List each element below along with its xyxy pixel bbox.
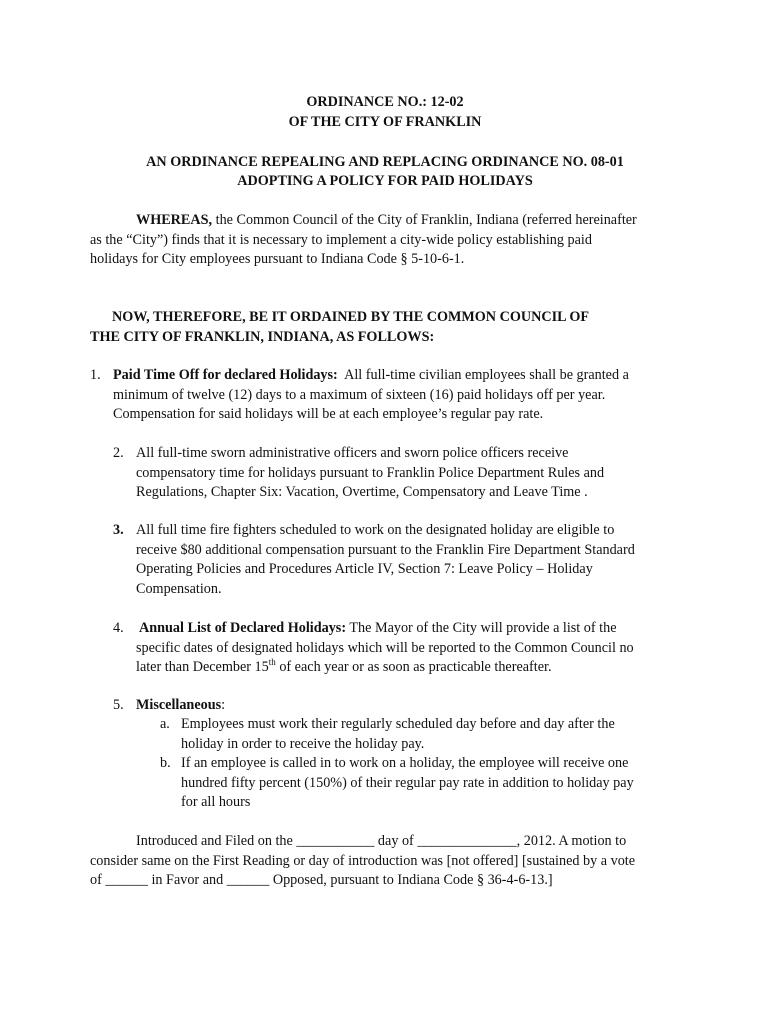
whereas-line2: as the “City”) finds that it is necessary to implement a city-wide policy establishing paid	[90, 231, 592, 248]
closing-line3: of ______ in Favor and ______ Opposed, pursuant to Indiana Code § 36-4-6-13.]	[90, 872, 553, 889]
item3-line2: receive $80 additional compensation pursuant to the Franklin Fire Department Standard	[136, 541, 635, 558]
item2-line2: compensatory time for holidays pursuant to Franklin Police Department Rules and	[136, 464, 605, 481]
item4-line3	[136, 658, 696, 678]
item5-heading-colon: :	[221, 697, 226, 713]
ordained-line1: NOW, THEREFORE, BE IT ORDAINED BY THE COMMON COUNCIL OF	[112, 309, 590, 325]
item4-line1-text: The Mayor of the City will provide a list of the	[346, 620, 617, 636]
item3-paragraph	[136, 521, 696, 599]
item5-b-text	[181, 754, 670, 813]
closing-line2: consider same on the First Reading or day of introduction was [not offered] [sustained by a vote	[90, 852, 636, 869]
whereas-line1-text: the Common Council of the City of Franklin, Indiana (referred hereinafter	[212, 212, 637, 228]
item5-number: 5.	[113, 697, 124, 713]
whereas-line1	[90, 211, 680, 231]
ordained-line2: THE CITY OF FRANKLIN, INDIANA, AS FOLLOWS:	[90, 328, 435, 345]
item5-a-line1: Employees must work their regularly scheduled day before and day after the	[181, 716, 615, 732]
item4-number: 4.	[113, 620, 124, 636]
item1-line2: minimum of twelve (12) days to a maximum of sixteen (16) paid holidays off per year.	[113, 386, 606, 403]
item5-b-line1: If an employee is called in to work on a holiday, the employee will receive one	[181, 755, 629, 771]
whereas-paragraph	[90, 211, 680, 270]
item5-b-line2: hundred fifty percent (150%) of their regular pay rate in addition to holiday pay	[181, 774, 634, 791]
item4-heading: Annual List of Declared Holidays:	[139, 620, 347, 636]
whereas-line3: holidays for City employees pursuant to Indiana Code § 5-10-6-1.	[90, 251, 465, 268]
item1-line3: Compensation for said holidays will be at each employee’s regular pay rate.	[113, 406, 544, 423]
item5-heading-wrap	[136, 696, 696, 716]
ordinance-subtitle-line2: ADOPTING A POLICY FOR PAID HOLIDAYS	[237, 173, 533, 189]
item4-line2: specific dates of designated holidays which will be reported to the Common Council no	[136, 639, 634, 656]
item5-sub-b	[160, 754, 670, 813]
item4-line3-pre: later than December 15	[136, 659, 269, 676]
item5-b-letter: b.	[160, 755, 171, 771]
item5-a-text	[181, 715, 670, 754]
item2-paragraph	[136, 444, 696, 503]
item5-b-line3: for all hours	[181, 794, 251, 811]
item4-paragraph	[136, 619, 696, 678]
item4-line1	[136, 619, 696, 639]
item1-line1-text: All full-time civilian employees shall be granted a	[337, 367, 629, 383]
item1-number: 1.	[90, 367, 101, 383]
ordained-heading	[90, 308, 680, 347]
item5-a-line2: holiday in order to receive the holiday pay.	[181, 735, 425, 752]
item5-heading: Miscellaneous	[136, 697, 222, 713]
item1-paragraph	[113, 366, 673, 425]
ordinance-city: OF THE CITY OF FRANKLIN	[288, 114, 482, 130]
closing-line1: Introduced and Filed on the ___________ day of ______________, 2012. A motion to	[136, 833, 627, 849]
closing-paragraph	[90, 832, 680, 891]
item2-number: 2.	[113, 445, 124, 461]
item1-line1	[113, 366, 673, 386]
whereas-lead: WHEREAS,	[136, 212, 213, 228]
item4-line3-post: of each year or as soon as practicable thereafter.	[275, 659, 552, 676]
ordinance-number: ORDINANCE NO.: 12-02	[306, 94, 464, 110]
item3-line4: Compensation.	[136, 580, 222, 597]
item5-a-letter: a.	[160, 716, 170, 732]
item3-number: 3.	[113, 522, 124, 538]
ordinance-subtitle-line1: AN ORDINANCE REPEALING AND REPLACING ORDINANCE NO. 08-01	[146, 154, 624, 170]
item5-sub-a	[160, 715, 670, 754]
item2-line1: All full-time sworn administrative officers and sworn police officers receive	[136, 445, 569, 461]
item5-heading-line	[136, 696, 696, 716]
item3-line3: Operating Policies and Procedures Article IV, Section 7: Leave Policy – Holiday	[136, 561, 593, 578]
item1-heading: Paid Time Off for declared Holidays:	[113, 367, 338, 383]
item3-line1: All full time fire fighters scheduled to work on the designated holiday are eligible to	[136, 522, 615, 538]
item2-line3: Regulations, Chapter Six: Vacation, Overtime, Compensatory and Leave Time .	[136, 484, 588, 501]
item4-line3-sup: th	[268, 657, 276, 668]
